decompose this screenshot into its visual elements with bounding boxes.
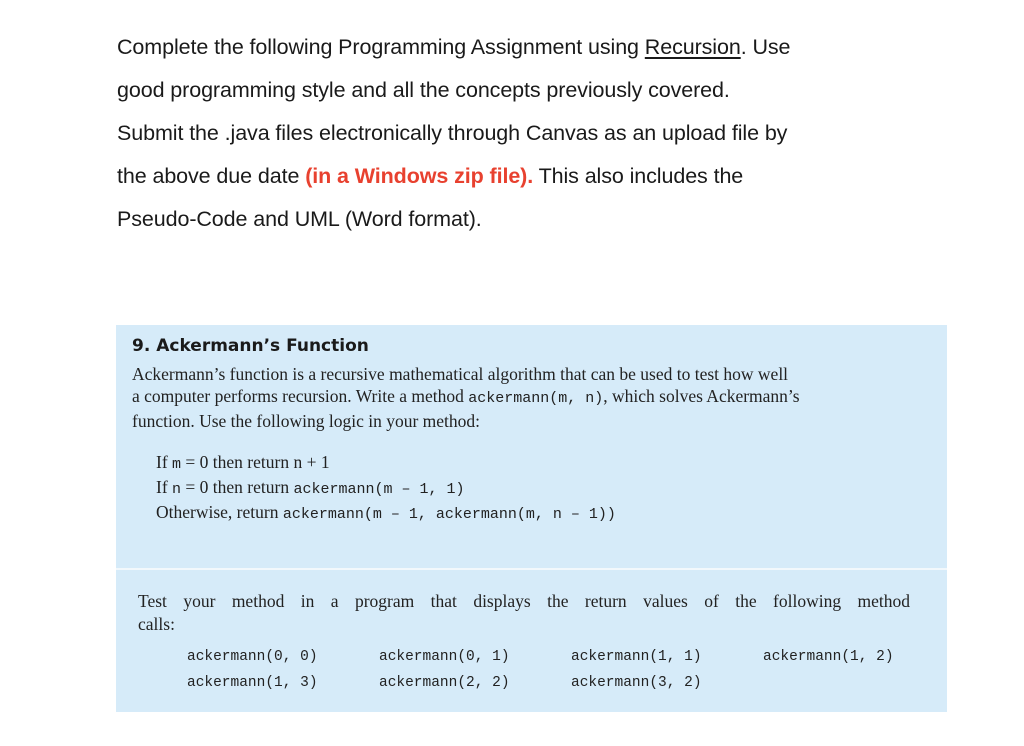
instruction-line-1: Complete the following Programming Assignment using Recursion. Use (117, 35, 791, 59)
calls-row (187, 649, 927, 675)
assignment-instructions (117, 26, 917, 241)
zip-file-note: (in a Windows zip file). (305, 164, 534, 188)
instruction-line-3: Submit the .java files electronically through Canvas as an upload file by (117, 121, 788, 145)
logic-rule-2: If n = 0 then return ackermann(m – 1, 1) (156, 477, 465, 498)
instruction-line-2: good programming style and all the concepts previously covered. (117, 78, 730, 102)
method-call: ackermann(1, 2) (763, 649, 894, 665)
method-call: ackermann(1, 1) (571, 649, 702, 665)
method-signature: ackermann(m, n) (468, 390, 604, 407)
instruction-line-4: the above due date (in a Windows zip file). This also includes the (117, 164, 744, 188)
logic-rule-3: Otherwise, return ackermann(m – 1, ackermann(m, n – 1)) (156, 502, 616, 523)
logic-rule-1: If m = 0 then return n + 1 (156, 452, 330, 473)
ackermann-logic (156, 451, 616, 526)
problem-title: 9. Ackermann’s Function (132, 336, 369, 356)
method-call: ackermann(3, 2) (571, 675, 702, 691)
instruction-line-5: Pseudo-Code and UML (Word format). (117, 207, 482, 231)
test-instructions: Test your method in a program that displays the return values of the following method calls: (138, 591, 910, 634)
method-calls-grid (187, 649, 927, 701)
method-call: ackermann(0, 0) (187, 649, 318, 665)
method-call: ackermann(1, 3) (187, 675, 318, 691)
method-call: ackermann(0, 1) (379, 649, 510, 665)
problem-description: Ackermann’s function is a recursive mathematical algorithm that can be used to test how well a computer performs recursion. Write a method ackermann(m, n), which solves Ackermann’s function. Use the following logic in your method: (132, 364, 800, 431)
calls-row (187, 675, 927, 701)
method-call: ackermann(2, 2) (379, 675, 510, 691)
recursion-link[interactable]: Recursion (644, 35, 741, 59)
section-divider (116, 568, 947, 570)
